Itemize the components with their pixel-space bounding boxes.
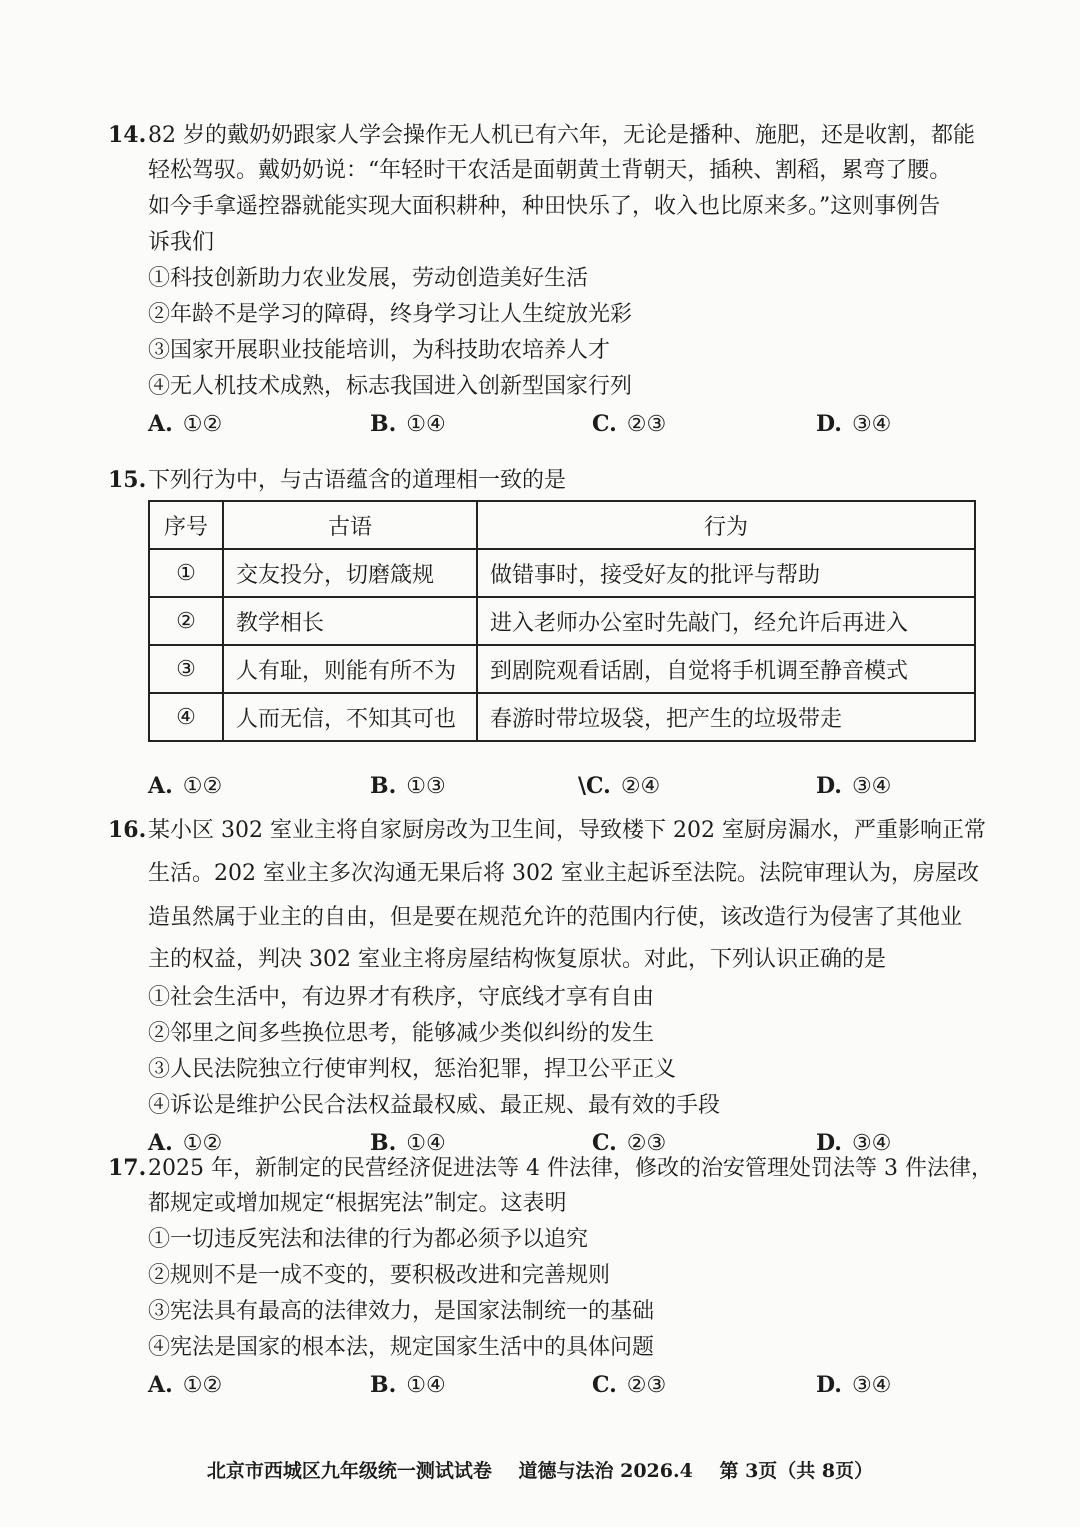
question-stem-line: 轻松驾驭。戴奶奶说：“年轻时干农活是面朝黄土背朝天，插秧、割稻，累弯了腰。 — [148, 158, 952, 183]
proverb-table — [148, 500, 976, 742]
statement-option: ③宪法具有最高的法律效力，是国家法制统一的基础 — [148, 1299, 655, 1324]
choice-b: B. ①③ — [370, 773, 446, 799]
question-stem-line: 主的权益，判决 302 室业主将房屋结构恢复原状。对此，下列认识正确的是 — [148, 947, 886, 972]
question-15-choices — [108, 767, 988, 805]
choice-a: A. ①② — [148, 411, 223, 437]
page-footer — [0, 1456, 1080, 1483]
choice-c: C. ②③ — [592, 411, 667, 437]
table-cell: 春游时带垃圾袋，把产生的垃圾带走 — [477, 693, 975, 741]
table-cell: ② — [149, 597, 223, 645]
statement-option: ①社会生活中，有边界才有秩序，守底线才享有自由 — [148, 985, 655, 1010]
statement-option: ③国家开展职业技能培训，为科技助农培养人才 — [148, 338, 611, 363]
statement-option: ②规则不是一成不变的，要积极改进和完善规则 — [148, 1263, 611, 1288]
table-header-row — [149, 501, 975, 549]
statement-option: ④诉讼是维护公民合法权益最权威、最正规、最有效的手段 — [148, 1093, 721, 1118]
table-row — [149, 645, 975, 693]
answer-choices — [148, 405, 988, 443]
answer-choices — [148, 1366, 988, 1404]
choice-a: A. ①② — [148, 1372, 223, 1398]
statement-option: ①一切违反宪法和法律的行为都必须予以追究 — [148, 1227, 589, 1252]
question-14 — [108, 117, 988, 443]
table-header: 古语 — [223, 501, 477, 549]
question-stem-line: 82 岁的戴奶奶跟家人学会操作无人机已有六年，无论是播种、施肥，还是收割，都能 — [148, 123, 975, 148]
table-cell: 交友投分，切磨箴规 — [223, 549, 477, 597]
question-number: 16. — [108, 817, 147, 843]
question-17 — [108, 1150, 993, 1404]
table-cell: 人有耻，则能有所不为 — [223, 645, 477, 693]
table-cell: ① — [149, 549, 223, 597]
table-row — [149, 693, 975, 741]
footer-subject: 道德与法治 2026.4 — [518, 1460, 693, 1482]
statement-option: ①科技创新助力农业发展，劳动创造美好生活 — [148, 266, 589, 291]
choice-c: C. ②③ — [592, 1372, 667, 1398]
question-stem-line: 某小区 302 室业主将自家厨房改为卫生间，导致楼下 202 室厨房漏水，严重影响正常 — [148, 818, 986, 843]
answer-choices — [148, 767, 988, 805]
table-cell: ③ — [149, 645, 223, 693]
statement-option: ②邻里之间多些换位思考，能够减少类似纠纷的发生 — [148, 1021, 655, 1046]
table-header: 序号 — [149, 501, 223, 549]
table-cell: 教学相长 — [223, 597, 477, 645]
question-stem-line: 2025 年，新制定的民营经济促进法等 4 件法律，修改的治安管理处罚法等 3 件法律， — [148, 1156, 993, 1181]
choice-a: A. ①② — [148, 1130, 223, 1156]
question-16 — [108, 808, 988, 1162]
question-stem-line: 生活。202 室业主多次沟通无果后将 302 室业主起诉至法院。法院审理认为，房屋改 — [148, 861, 979, 886]
table-header: 行为 — [477, 501, 975, 549]
question-stem-line: 如今手拿遥控器就能实现大面积耕种，种田快乐了，收入也比原来多。”这则事例告 — [148, 194, 941, 219]
footer-exam-title: 北京市西城区九年级统一测试试卷 — [206, 1460, 492, 1482]
question-stem-line: 都规定或增加规定“根据宪法”制定。这表明 — [148, 1191, 567, 1216]
table-row — [149, 597, 975, 645]
question-number: 15. — [108, 467, 147, 493]
question-stem-line: 下列行为中，与古语蕴含的道理相一致的是 — [148, 468, 567, 493]
choice-d: D. ③④ — [816, 411, 892, 437]
statement-option: ④宪法是国家的根本法，规定国家生活中的具体问题 — [148, 1335, 655, 1360]
table-cell: 人而无信，不知其可也 — [223, 693, 477, 741]
table-cell: 做错事时，接受好友的批评与帮助 — [477, 549, 975, 597]
choice-a: A. ①② — [148, 773, 223, 799]
statement-option: ④无人机技术成熟，标志我国进入创新型国家行列 — [148, 374, 633, 399]
question-stem-line: 诉我们 — [148, 230, 215, 255]
choice-b: B. ①④ — [370, 1372, 446, 1398]
question-stem-line: 造虽然属于业主的自由，但是要在规范允许的范围内行使，该改造行为侵害了其他业 — [148, 905, 963, 930]
choice-d: D. ③④ — [816, 773, 892, 799]
question-number: 17. — [108, 1155, 147, 1181]
choice-c: C. ②③ — [592, 1130, 667, 1156]
statement-option: ②年龄不是学习的障碍，终身学习让人生绽放光彩 — [148, 302, 633, 327]
question-number: 14. — [108, 122, 147, 148]
choice-d: D. ③④ — [816, 1372, 892, 1398]
choice-d: D. ③④ — [816, 1130, 892, 1156]
choice-b: B. ①④ — [370, 1130, 446, 1156]
footer-page-number: 第 3页（共 8页） — [719, 1460, 874, 1482]
table-cell: 进入老师办公室时先敲门，经允许后再进入 — [477, 597, 975, 645]
question-15 — [108, 462, 988, 498]
choice-b: B. ①④ — [370, 411, 446, 437]
table-cell: ④ — [149, 693, 223, 741]
table-cell: 到剧院观看话剧，自觉将手机调至静音模式 — [477, 645, 975, 693]
choice-c: \C. ②④ — [578, 773, 661, 799]
statement-option: ③人民法院独立行使审判权，惩治犯罪，捍卫公平正义 — [148, 1057, 677, 1082]
table-row — [149, 549, 975, 597]
